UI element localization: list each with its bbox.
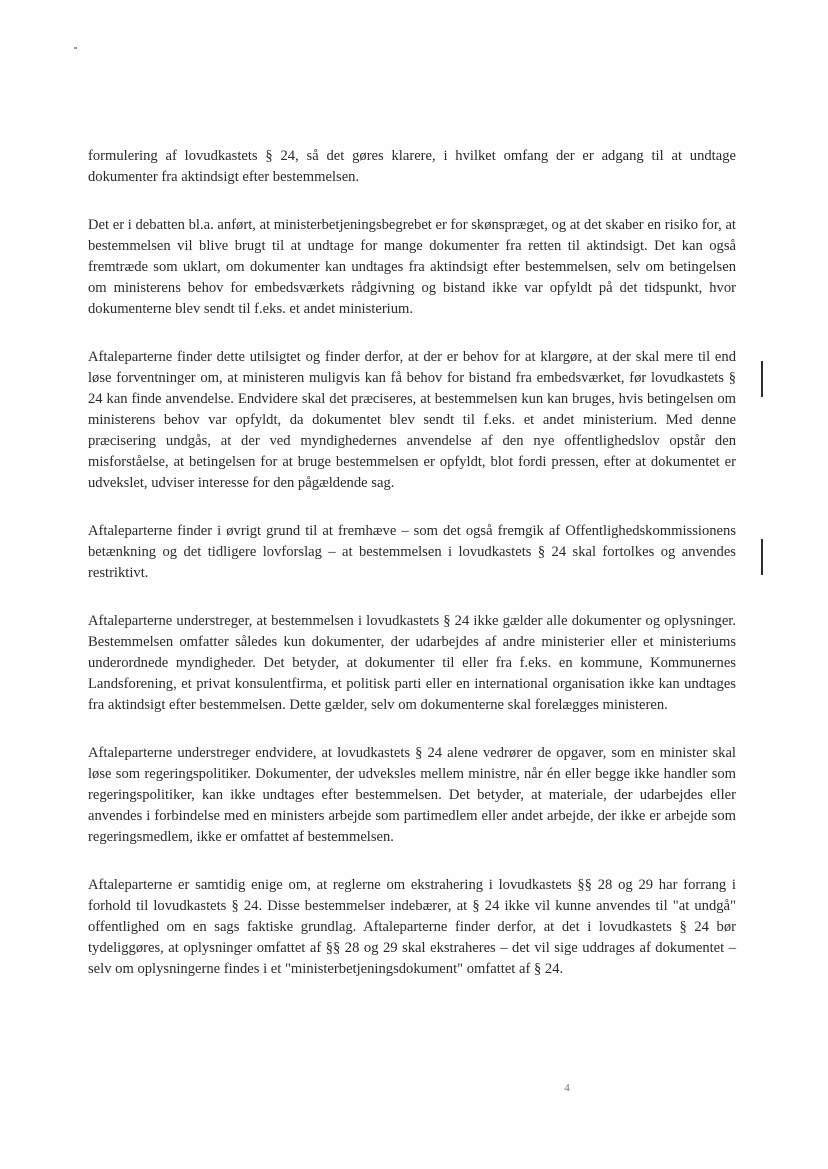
document-body bbox=[88, 146, 736, 980]
paragraph-1: formulering af lovudkastets § 24, så det gøres klarere, i hvilket omfang der er adgang til at undtage dokumenter fra aktindsigt efter bestemmelsen. bbox=[88, 148, 736, 185]
paragraph-7: Aftaleparterne er samtidig enige om, at reglerne om ekstrahering i lovudkastets §§ 28 og 29 har forrang i forhold til lovudkastets § 24. Disse bestemmelser indebærer, at § 24 ikke vil kunne anvendes til "at undgå" offentlighed om en sags faktiske grundlag. Aftaleparterne finder derfor, at det i lovudkastets § 24 bør tydeliggøres, at oplysninger omfattet af §§ 28 og 29 skal ekstraheres – det vil sige uddrages af dokumentet – selv om oplysningerne findes i et "ministerbetjeningsdokument" omfattet af § 24. bbox=[88, 877, 736, 977]
margin-change-bar bbox=[761, 539, 763, 575]
paragraph-2: Det er i debatten bl.a. anført, at ministerbetjeningsbegrebet er for skønspræget, og at det skaber en risiko for, at bestemmelsen vil blive brugt til at undtage for mange dokumenter fra retten til aktindsigt. Det kan også fremtræde som uklart, om dokumenter kan undtages fra aktindsigt efter bestemmelsen, selv om betingelsen om ministerens behov for embedsværkets rådgivning og bistand ikke var opfyldt på det tidspunkt, hvor dokumenterne blev sendt til f.eks. et andet ministerium. bbox=[88, 217, 736, 317]
paragraph-5: Aftaleparterne understreger, at bestemmelsen i lovudkastets § 24 ikke gælder alle dokumenter og oplysninger. Bestemmelsen omfatter således kun dokumenter, der udarbejdes af andre ministerier eller et ministeriums underordnede myndigheder. Det betyder, at dokumenter til eller fra f.eks. en kommune, Kommunernes Landsforening, et privat konsulentfirma, et politisk parti eller en international organisation ikke kan undtages fra aktindsigt efter bestemmelsen. Dette gælder, selv om dokumenterne skal forelægges ministeren. bbox=[88, 613, 736, 713]
paragraph-3: Aftaleparterne finder dette utilsigtet og finder derfor, at der er behov for at klargøre, at der skal mere til end løse forventninger om, at ministeren muligvis kan få behov for bistand fra embedsværket, før lovudkastets § 24 kan finde anvendelse. Endvidere skal det præciseres, at bestemmelsen kun kan bruges, hvis betingelsen om ministerens behov var opfyldt, da dokumentet blev sendt til f.eks. et andet ministerium. Med denne præcisering undgås, at der ved myndighedernes anvendelse af den nye offentlighedslov opstår den misforståelse, at betingelsen for at bruge bestemmelsen er opfyldt, blot fordi pressen, efter at dokumentet er udvekslet, udviser interesse for den pågældende sag. bbox=[88, 349, 736, 491]
margin-change-bar bbox=[761, 361, 763, 397]
paragraph-4: Aftaleparterne finder i øvrigt grund til at fremhæve – som det også fremgik af Offentlighedskommissionens betænkning og det tidligere lovforslag – at bestemmelsen i lovudkastets § 24 skal fortolkes og anvendes restriktivt. bbox=[88, 523, 736, 581]
page-number: 4 bbox=[564, 1082, 570, 1094]
paragraph-6: Aftaleparterne understreger endvidere, at lovudkastets § 24 alene vedrører de opgaver, som en minister skal løse som regeringspolitiker. Dokumenter, der udveksles mellem ministre, når én eller begge ikke handler som regeringspolitiker, kan ikke undtages efter bestemmelsen. Det betyder, at materiale, der udarbejdes eller anvendes i forbindelse med en ministers arbejde som partimedlem eller andet arbejde, der ikke er arbejde som regeringsmedlem, ikke er omfattet af bestemmelsen. bbox=[88, 745, 736, 845]
scan-speck bbox=[74, 47, 77, 49]
